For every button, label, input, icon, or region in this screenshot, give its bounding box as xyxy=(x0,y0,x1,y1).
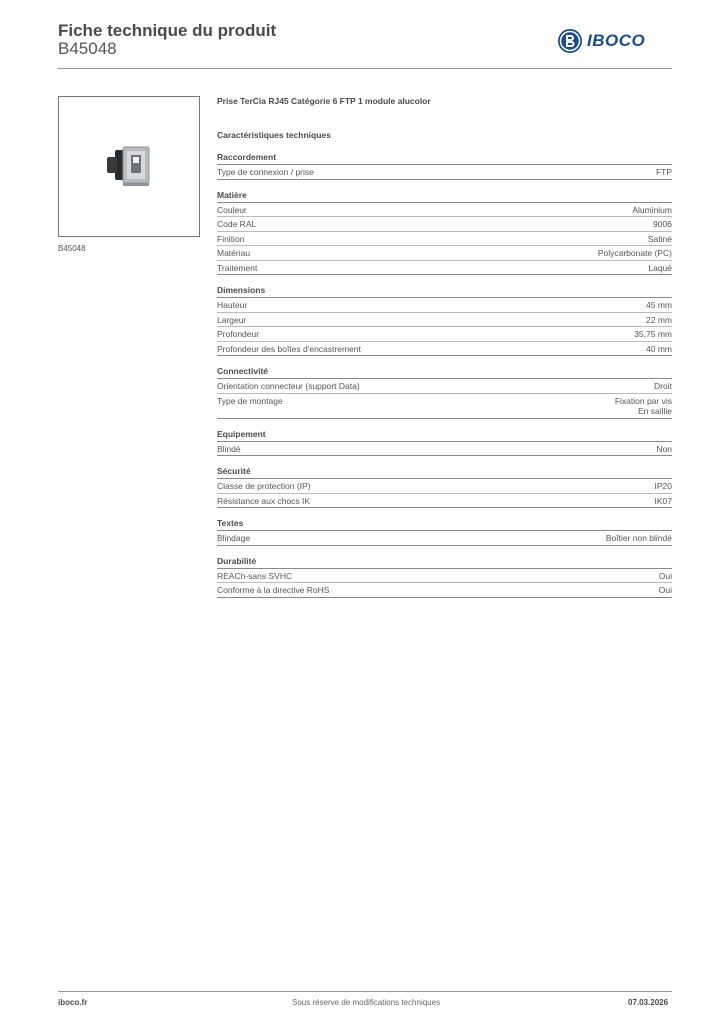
spec-value: Oui xyxy=(658,570,672,581)
spec-label: Largeur xyxy=(217,314,247,325)
spec-content xyxy=(217,96,672,608)
spec-value: Droit xyxy=(654,381,672,391)
spec-label: Matériau xyxy=(217,248,251,258)
spec-label: Blindé xyxy=(217,443,241,454)
section-heading: Connectivité xyxy=(217,366,672,379)
spec-value: Boîtier non blindé xyxy=(605,533,672,543)
spec-label: Couleur xyxy=(217,204,247,215)
spec-label: Type de montage xyxy=(217,395,283,406)
spec-row xyxy=(217,165,672,180)
spec-row xyxy=(217,494,672,509)
spec-value: Laqué xyxy=(648,262,672,273)
spec-row xyxy=(217,313,672,328)
product-image-frame xyxy=(58,96,200,237)
footer-divider xyxy=(58,991,672,992)
spec-value: 40 mm xyxy=(646,343,672,354)
image-caption: B45048 xyxy=(58,244,86,253)
section-dimensions xyxy=(217,285,672,356)
spec-value: IK07 xyxy=(654,495,672,506)
spec-row xyxy=(217,342,672,357)
spec-row xyxy=(217,232,672,247)
header-divider xyxy=(58,68,672,69)
footer-disclaimer: Sous réserve de modifications techniques xyxy=(292,998,441,1007)
spec-value: Polycarbonate (PC) xyxy=(597,248,672,258)
spec-value: Oui xyxy=(658,585,672,595)
logo-text: IBOCO xyxy=(587,31,646,50)
section-raccordement xyxy=(217,152,672,180)
section-heading: Matière xyxy=(217,190,672,203)
spec-label: Profondeur xyxy=(217,329,260,339)
footer-website-link[interactable]: iboco.fr xyxy=(58,998,88,1007)
spec-label: Résistance aux chocs IK xyxy=(217,495,311,506)
spec-label: Orientation connecteur (support Data) xyxy=(217,381,360,391)
product-title: Prise TerCia RJ45 Catégorie 6 FTP 1 module alucolor xyxy=(217,96,431,106)
spec-row xyxy=(217,379,672,394)
product-image xyxy=(59,97,199,236)
section-heading: Dimensions xyxy=(217,285,672,298)
spec-row xyxy=(217,569,672,584)
spec-value: Non xyxy=(656,443,672,454)
section-matiere xyxy=(217,190,672,276)
spec-row xyxy=(217,394,672,419)
spec-row xyxy=(217,217,672,232)
spec-label: Traitement xyxy=(217,262,258,273)
spec-row xyxy=(217,479,672,494)
section-connectivite xyxy=(217,366,672,419)
page-title: Fiche technique du produit xyxy=(58,21,277,40)
spec-label: Type de connexion / prise xyxy=(217,167,314,177)
section-textes xyxy=(217,518,672,546)
spec-value: Aluminium xyxy=(632,204,672,215)
spec-label: REACh-sans SVHC xyxy=(217,570,293,581)
characteristics-heading: Caractéristiques techniques xyxy=(217,130,331,140)
section-heading: Durabilité xyxy=(217,556,672,569)
spec-label: Profondeur des boîtes d'encastrement xyxy=(217,343,361,354)
spec-label: Conforme à la directive RoHS xyxy=(217,585,330,595)
spec-value: 45 mm xyxy=(646,300,672,310)
spec-row xyxy=(217,203,672,218)
section-equipement xyxy=(217,429,672,457)
footer-date: 07.03.2026 xyxy=(628,998,669,1007)
spec-value: 22 mm xyxy=(646,314,672,325)
spec-row xyxy=(217,583,672,598)
spec-label: Classe de protection (IP) xyxy=(217,481,311,491)
spec-row xyxy=(217,246,672,261)
spec-value-line: En saillie xyxy=(637,406,672,416)
spec-label: Blindage xyxy=(217,533,251,543)
spec-value: 9006 xyxy=(653,219,672,229)
spec-row xyxy=(217,327,672,342)
spec-row xyxy=(217,442,672,457)
spec-value-line: Fixation par vis xyxy=(614,395,672,406)
section-securite xyxy=(217,466,672,508)
section-heading: Equipement xyxy=(217,429,672,442)
spec-row xyxy=(217,261,672,276)
spec-label: Finition xyxy=(217,233,245,244)
section-heading: Raccordement xyxy=(217,152,672,165)
spec-label: Hauteur xyxy=(217,300,248,310)
section-heading: Textes xyxy=(217,518,672,531)
spec-value: FTP xyxy=(655,167,672,177)
spec-label: Code RAL xyxy=(217,219,257,229)
spec-row xyxy=(217,531,672,546)
iboco-logo-icon xyxy=(557,28,583,54)
spec-value-multiline xyxy=(615,396,672,417)
spec-value: IP20 xyxy=(654,481,672,491)
spec-value: 35,75 mm xyxy=(634,329,672,339)
product-code: B45048 xyxy=(58,39,117,58)
section-durabilite xyxy=(217,556,672,598)
spec-row xyxy=(217,298,672,313)
spec-value: Satiné xyxy=(647,233,672,244)
section-heading: Sécurité xyxy=(217,466,672,479)
iboco-logo xyxy=(557,28,645,54)
